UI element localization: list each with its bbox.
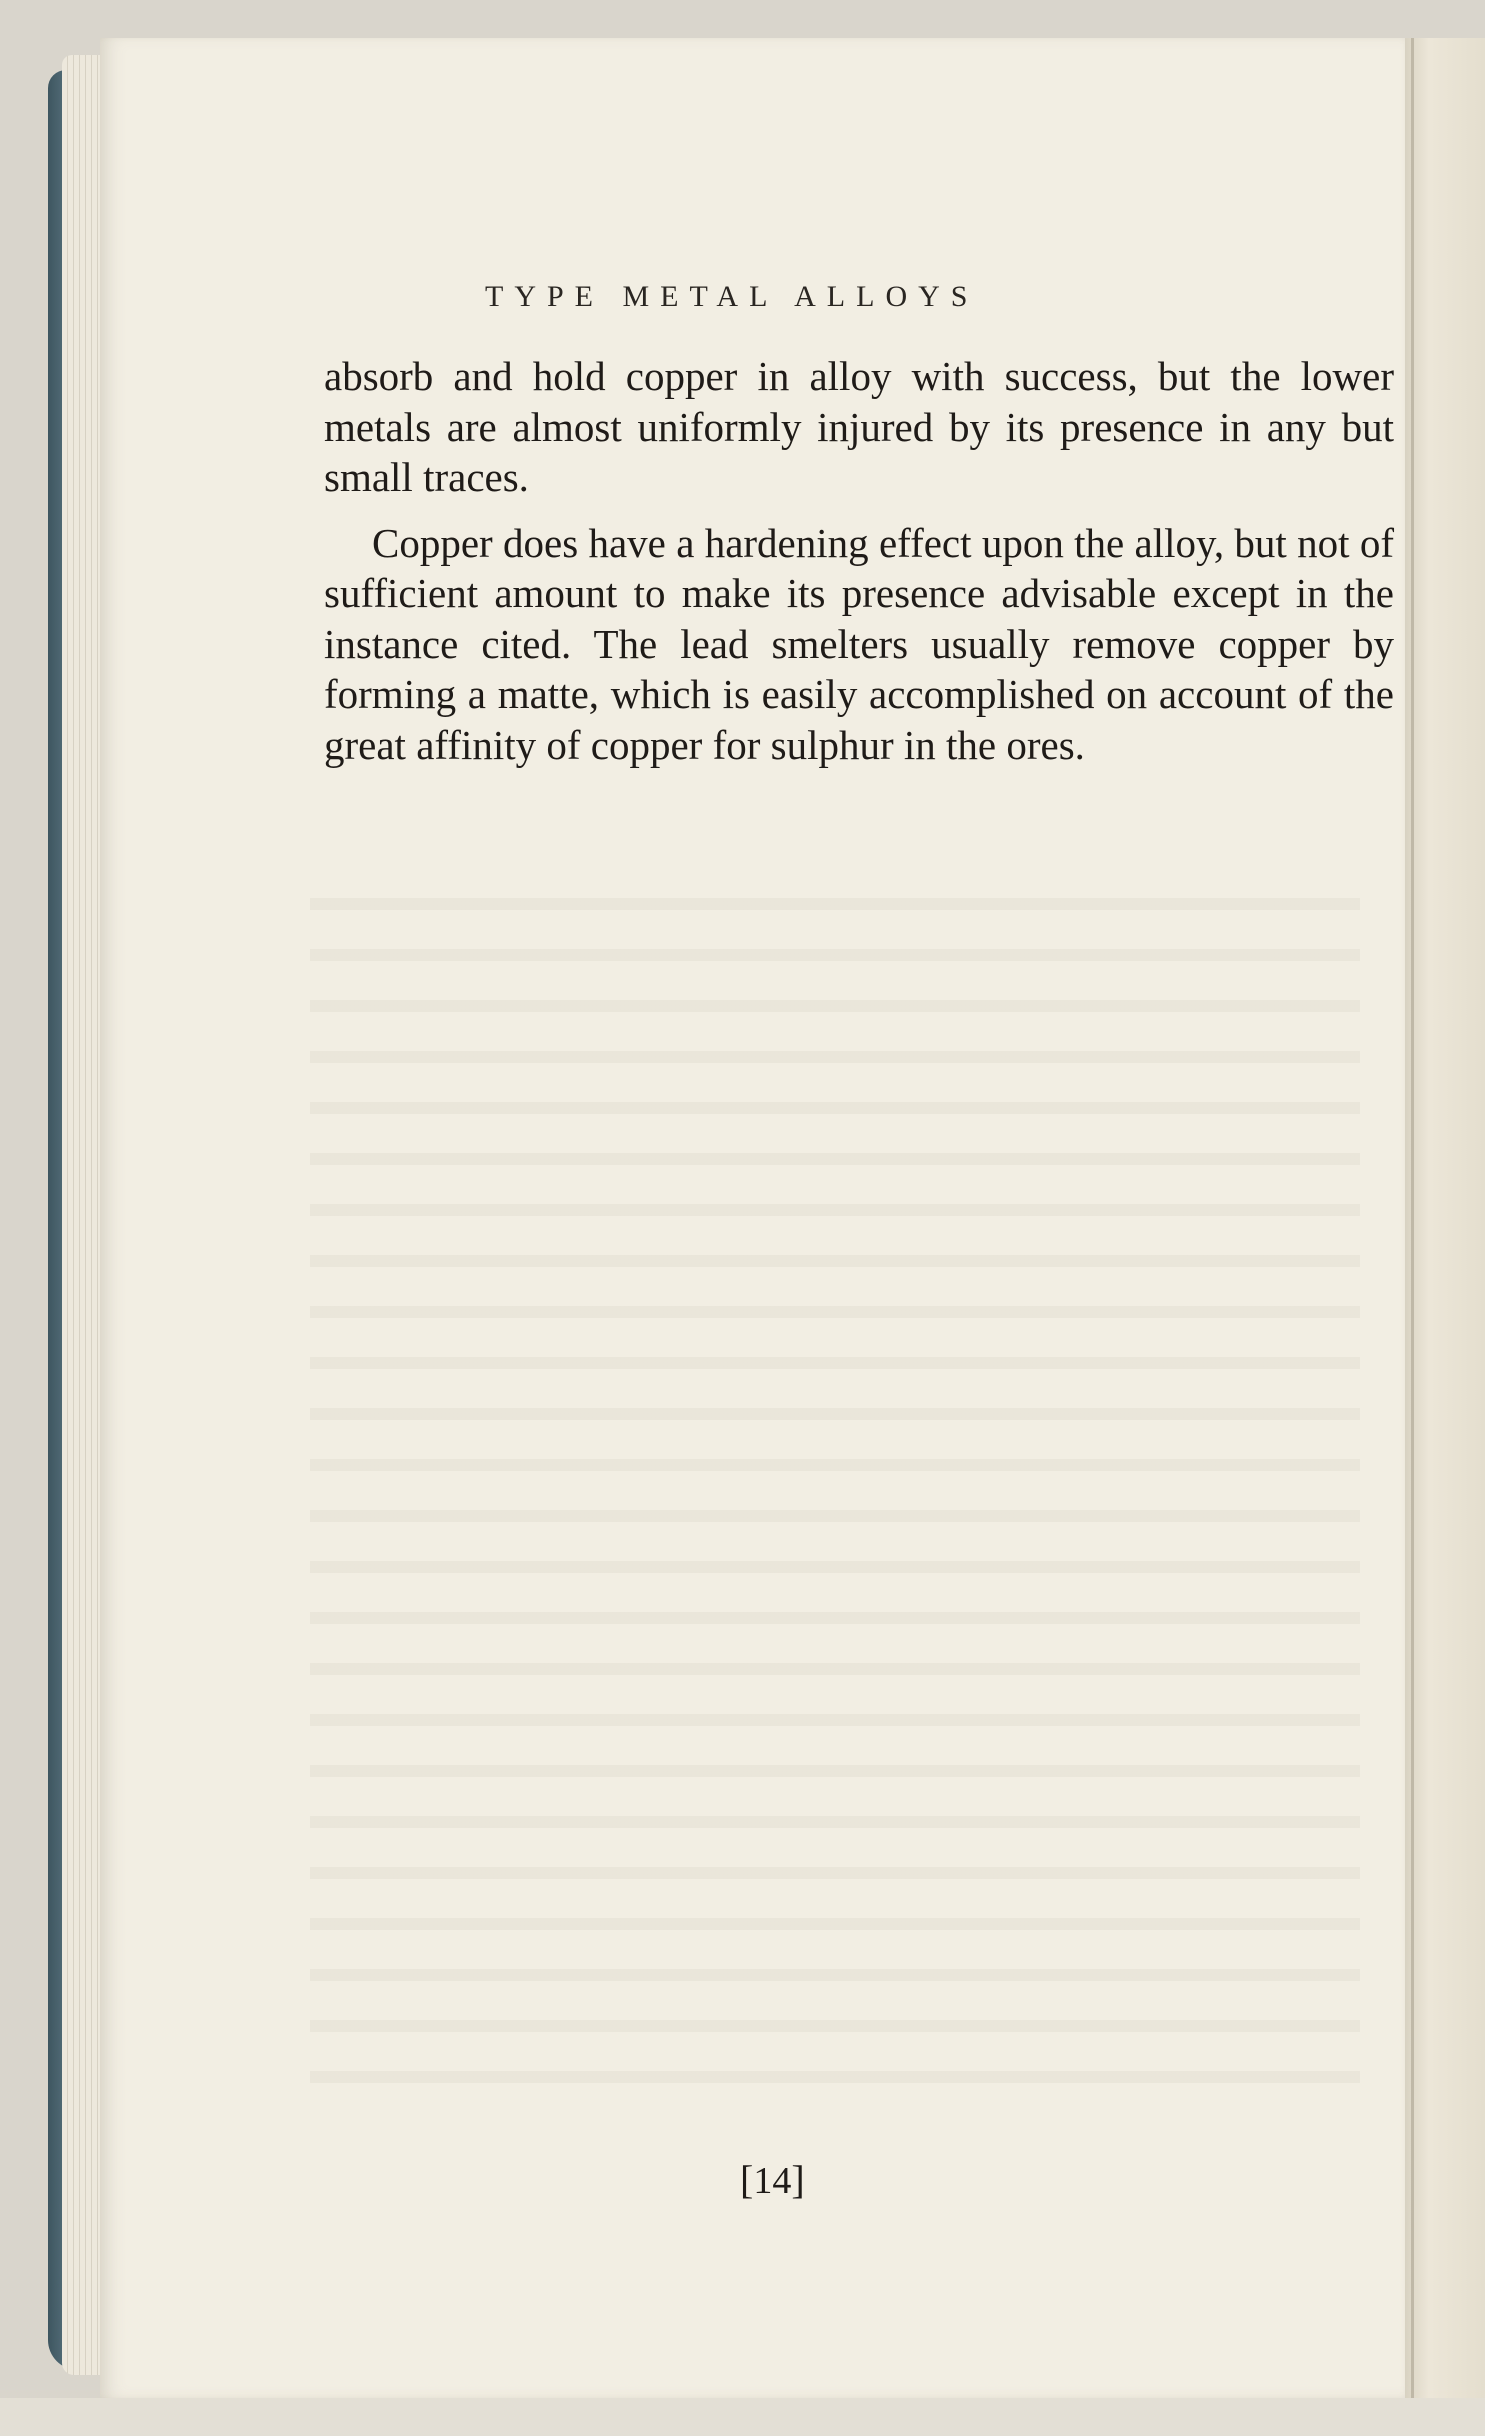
page-number-right-bracket: ] [791,2157,805,2202]
running-head: TYPE METAL ALLOYS [485,280,979,313]
page-number-left-bracket: [ [740,2157,754,2202]
paragraph-1: absorb and hold copper in alloy with success, but the lower metals are almost uniformly injured by its presence in any but small traces. [324,353,1394,500]
page-number [100,2156,1410,2203]
body-text [324,351,1394,770]
paragraph-2: Copper does have a hardening effect upon the alloy, but not of sufficient amount to make its presence advisable except in the instance cited. The lead smelters usually remove copper by forming a matte, which is easily accomplished on account of the great affinity of copper for sulphur in the ores. [324,519,1394,768]
facing-page-edge [1405,38,1485,2398]
reverse-side-showthrough [310,868,1360,2088]
book-page [100,38,1410,2398]
page-number-value: 14 [753,2160,792,2202]
gutter-line [1411,38,1414,2398]
background-surface [0,2398,1485,2436]
